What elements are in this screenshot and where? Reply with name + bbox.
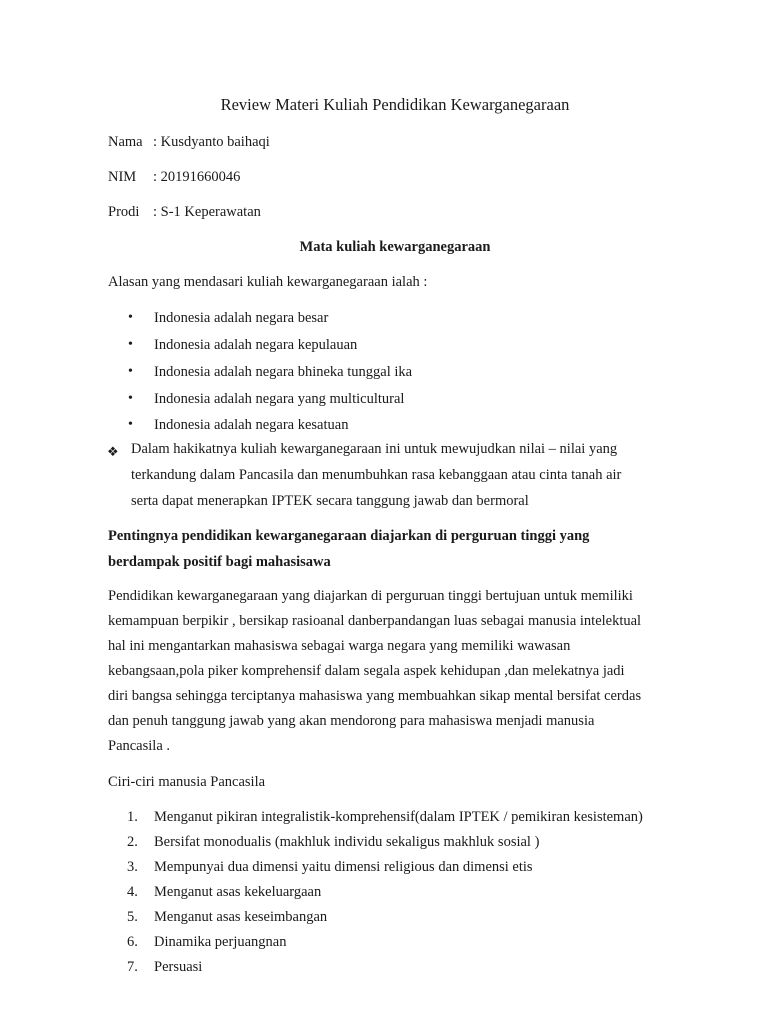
paragraph-line: kebangsaan,pola piker komprehensif dalam segala aspek kehidupan ,dan melekatnya jadi — [108, 663, 625, 679]
prodi-label: Prodi — [108, 204, 140, 220]
section-heading-pentingnya: Pentingnya pendidikan kewarganegaraan diajarkan di perguruan tinggi yang — [108, 528, 590, 544]
section-heading-pentingnya: berdampak positif bagi mahasisawa — [108, 554, 331, 570]
bullet-marker: • — [128, 364, 133, 379]
list-item: Bersifat monodualis (makhluk individu sekaligus makhluk sosial ) — [154, 834, 540, 850]
list-item: Dinamika perjuangnan — [154, 934, 287, 950]
paragraph-line: diri bangsa sehingga terciptanya mahasiswa yang membuahkan sikap mental bersifat cerdas — [108, 688, 642, 704]
diamond-bullet-icon: ❖ — [107, 444, 119, 459]
paragraph-line: kemampuan berpikir , bersikap rasioanal danberpandangan luas sebagai manusia intelektual — [108, 613, 642, 629]
list-number: 7. — [127, 959, 138, 975]
bullet-item: Indonesia adalah negara yang multicultural — [154, 391, 405, 407]
diamond-text-line: serta dapat menerapkan IPTEK secara tanggung jawab dan bermoral — [131, 493, 529, 509]
diamond-text-line: Dalam hakikatnya kuliah kewarganegaraan ini untuk mewujudkan nilai – nilai yang — [131, 441, 618, 457]
prodi-value: : S-1 Keperawatan — [153, 204, 261, 220]
bullet-marker: • — [128, 417, 133, 432]
list-item: Mempunyai dua dimensi yaitu dimensi religious dan dimensi etis — [154, 859, 533, 875]
intro-text: Alasan yang mendasari kuliah kewarganegaraan ialah : — [108, 274, 428, 290]
paragraph-line: Pancasila . — [108, 738, 171, 754]
bullet-marker: • — [128, 337, 133, 352]
paragraph-line: dan penuh tanggung jawab yang akan mendorong para mahasiswa menjadi manusia — [108, 713, 595, 729]
bullet-marker: • — [128, 310, 133, 325]
list-item: Menganut asas kekeluargaan — [154, 884, 322, 900]
diamond-text-line: terkandung dalam Pancasila dan menumbuhkan rasa kebanggaan atau cinta tanah air — [131, 467, 622, 483]
name-value: : Kusdyanto baihaqi — [153, 134, 270, 150]
list-item: Persuasi — [154, 959, 203, 975]
list-number: 5. — [127, 909, 138, 925]
bullet-item: Indonesia adalah negara bhineka tunggal ika — [154, 364, 413, 380]
name-label: Nama — [108, 134, 143, 150]
bullet-item: Indonesia adalah negara besar — [154, 310, 329, 326]
bullet-item: Indonesia adalah negara kepulauan — [154, 337, 358, 353]
list-number: 2. — [127, 834, 138, 850]
list-number: 6. — [127, 934, 138, 950]
bullet-marker: • — [128, 391, 133, 406]
list-item: Menganut pikiran integralistik-komprehensif(dalam IPTEK / pemikiran kesisteman) — [154, 809, 643, 825]
list-heading: Ciri-ciri manusia Pancasila — [108, 774, 266, 790]
bullet-item: Indonesia adalah negara kesatuan — [154, 417, 349, 433]
paragraph-line: hal ini mengantarkan mahasiswa sebagai warga negara yang memiliki wawasan — [108, 638, 571, 654]
section-heading-mata-kuliah: Mata kuliah kewarganegaraan — [299, 239, 491, 255]
nim-value: : 20191660046 — [153, 169, 241, 185]
list-number: 4. — [127, 884, 138, 900]
list-item: Menganut asas keseimbangan — [154, 909, 328, 925]
paragraph-line: Pendidikan kewarganegaraan yang diajarkan di perguruan tinggi bertujuan untuk memiliki — [108, 588, 633, 604]
list-number: 1. — [127, 809, 138, 825]
list-number: 3. — [127, 859, 138, 875]
document-title: Review Materi Kuliah Pendidikan Kewarganegaraan — [220, 95, 570, 114]
nim-label: NIM — [108, 169, 137, 185]
